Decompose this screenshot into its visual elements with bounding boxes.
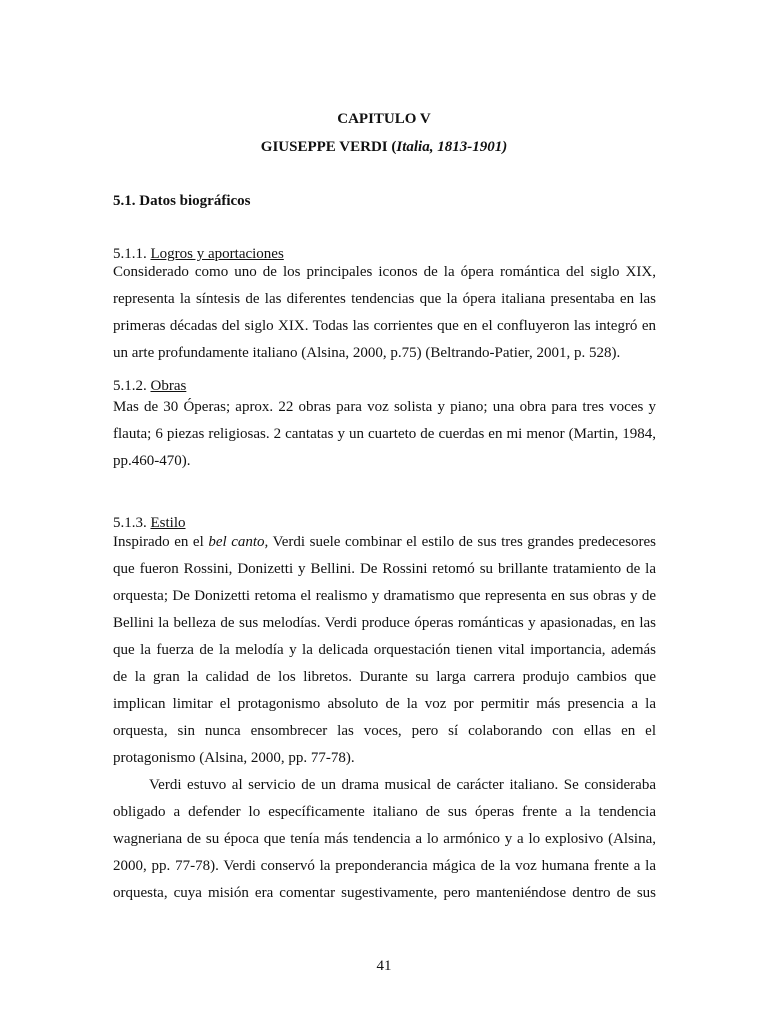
text-line: obligado a defender lo específicamente italiano de sus óperas frente a la tendencia xyxy=(113,804,656,820)
text-line xyxy=(113,534,656,561)
chapter-title-prefix: GIUSEPPE VERDI ( xyxy=(260,139,397,155)
subsection-number: 5.1.3. xyxy=(113,515,151,531)
text-line: wagneriana de su época que tenía más tendencia a lo armónico y a lo explosivo (Alsina, xyxy=(113,831,656,847)
text-line: que fueron Rossini, Donizetti y Bellini. De Rossini retomó su brillante tratamiento de la xyxy=(113,561,656,577)
paragraph-estilo xyxy=(113,534,656,912)
text-line: orquesta; De Donizetti retoma el realismo y dramatismo que representa en sus obras y de xyxy=(113,588,656,604)
text-line: Considerado como uno de los principales iconos de la ópera romántica del siglo XIX, xyxy=(113,264,656,280)
text-run: Verdi suele combinar el estilo de sus tres grandes predecesores xyxy=(268,534,656,550)
text-line: flauta; 6 piezas religiosas. 2 cantatas y un cuarteto de cuerdas en mi menor (Martin, 1984, xyxy=(113,426,656,442)
text-line: 2000, pp. 77-78). Verdi conservó la preponderancia mágica de la voz humana frente a la xyxy=(113,858,656,874)
chapter-title xyxy=(0,138,768,156)
subsection-heading-estilo xyxy=(113,513,656,533)
subsection-number: 5.1.2. xyxy=(113,378,151,394)
subsection-title: Logros y aportaciones xyxy=(150,246,284,262)
text-line: Mas de 30 Óperas; aprox. 22 obras para voz solista y piano; una obra para tres voces y xyxy=(113,399,656,415)
text-line: orquesta, cuya misión era comentar sugestivamente, pero manteniéndose dentro de sus xyxy=(113,885,656,901)
section-heading: 5.1. Datos biográficos xyxy=(113,193,251,209)
subsection-number: 5.1.1. xyxy=(113,246,151,262)
text-run: Inspirado en el xyxy=(113,534,209,550)
paragraph-logros xyxy=(113,264,656,372)
paragraph-obras xyxy=(113,399,656,480)
text-line: de la gran la calidad de los libretos. Durante su larga carrera produjo cambios que xyxy=(113,669,656,685)
subsection-title: Estilo xyxy=(150,515,186,531)
text-line: pp.460-470). xyxy=(113,453,191,469)
text-line: orquesta, sin nunca ensombrecer las voces, pero sí colaborando con ellas en el xyxy=(113,723,656,739)
text-line: que la fuerza de la melodía y la delicada orquestación tienen vital importancia, además xyxy=(113,642,656,658)
text-line: un arte profundamente italiano (Alsina, 2000, p.75) (Beltrando-Patier, 2001, p. 528). xyxy=(113,345,621,361)
text-line: Bellini la belleza de sus melodías. Verdi produce óperas románticas y apasionadas, en las xyxy=(113,615,656,631)
subsection-heading-obras xyxy=(113,376,656,396)
chapter-label: CAPITULO V xyxy=(337,111,431,127)
text-line: Verdi estuvo al servicio de un drama musical de carácter italiano. Se consideraba xyxy=(149,777,656,793)
subsection-title: Obras xyxy=(150,378,187,394)
text-run-italic: bel canto, xyxy=(208,534,269,550)
text-line: protagonismo (Alsina, 2000, pp. 77-78). xyxy=(113,750,355,766)
text-line: implican limitar el protagonismo absoluto de la voz por permitir más presencia a la xyxy=(113,696,656,712)
page-number: 41 xyxy=(376,958,392,974)
chapter-title-dates: Italia, 1813-1901) xyxy=(396,139,508,155)
subsection-heading-logros xyxy=(113,244,656,264)
text-line: primeras décadas del siglo XIX. Todas las corrientes que en el confluyeron las integró en xyxy=(113,318,656,334)
text-line: representa la síntesis de las diferentes tendencias que la ópera italiana presentaba en las xyxy=(113,291,656,307)
